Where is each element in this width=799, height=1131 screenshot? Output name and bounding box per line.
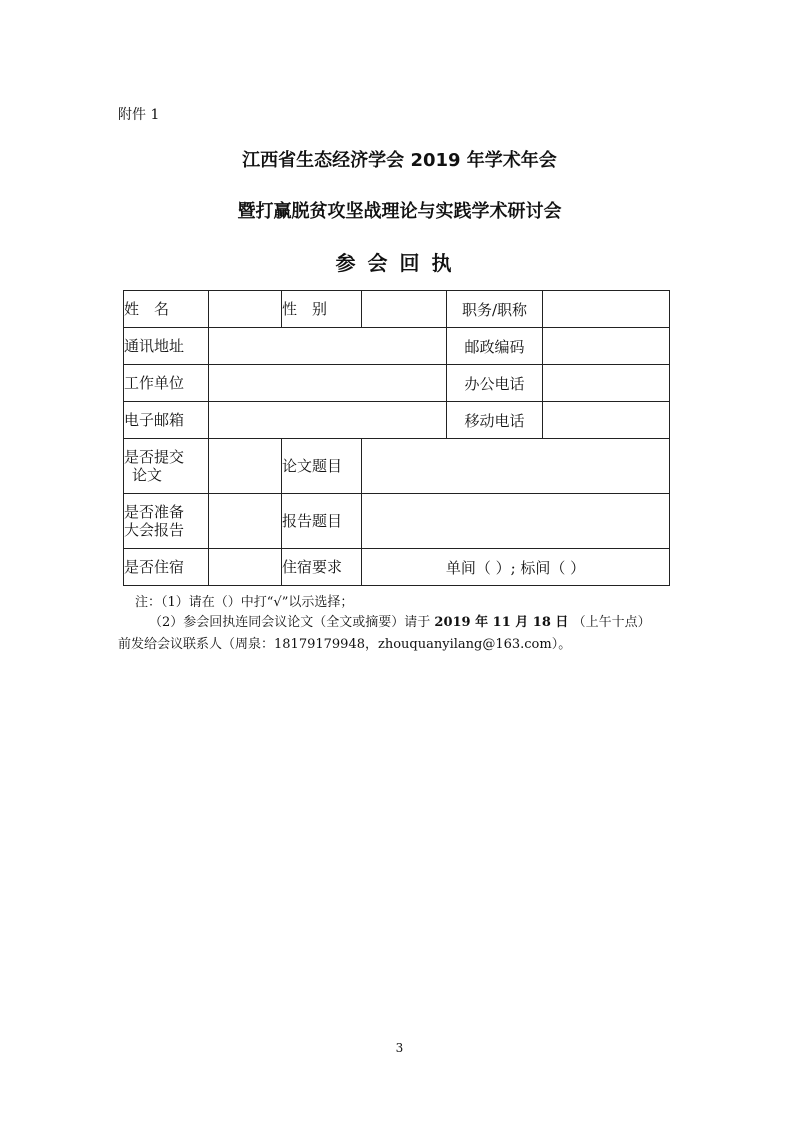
- prepare-report-label-line-1: 是否准备: [124, 503, 185, 521]
- prepare-report-field[interactable]: [209, 494, 282, 549]
- email-label: 电子邮箱: [124, 402, 209, 439]
- office-phone-label: 办公电话: [447, 365, 543, 402]
- title-line-1: 江西省生态经济学会 2019 年学术年会: [242, 150, 557, 171]
- prepare-report-label: [124, 494, 209, 549]
- paper-title-label: 论文题目: [282, 439, 362, 494]
- lodging-field[interactable]: [209, 549, 282, 586]
- address-field[interactable]: [209, 328, 447, 365]
- submit-paper-label-line-2: 论文: [132, 466, 163, 484]
- room-options[interactable]: 单间（ ）; 标间（ ）: [362, 549, 670, 586]
- name-field[interactable]: [209, 291, 282, 328]
- registration-form-table: [123, 290, 670, 586]
- note-2-suffix: （上午十点）: [572, 615, 651, 630]
- postcode-label: 邮政编码: [447, 328, 543, 365]
- work-unit-label: 工作单位: [124, 365, 209, 402]
- gender-label: 性 别: [282, 291, 362, 328]
- note-2-prefix: （2）参会回执连同会议论文（全文或摘要）请于: [149, 615, 431, 630]
- postcode-field[interactable]: [543, 328, 670, 365]
- email-field[interactable]: [209, 402, 447, 439]
- note-2: [149, 611, 651, 630]
- mobile-field[interactable]: [543, 402, 670, 439]
- name-label: 姓 名: [124, 291, 209, 328]
- address-label: 通讯地址: [124, 328, 209, 365]
- lodging-label: 是否住宿: [124, 549, 209, 586]
- paper-title-field[interactable]: [362, 439, 670, 494]
- gender-field[interactable]: [362, 291, 447, 328]
- note-3: 前发给会议联系人（周泉：18179179948，zhouquanyilang@163.com）。: [118, 637, 572, 652]
- prepare-report-label-line-2: 大会报告: [124, 521, 185, 539]
- position-label: 职务/职称: [447, 291, 543, 328]
- attachment-label: 附件 1: [118, 107, 160, 123]
- lodging-requirement-label: 住宿要求: [282, 549, 362, 586]
- submit-paper-label: [124, 439, 209, 494]
- office-phone-field[interactable]: [543, 365, 670, 402]
- mobile-label: 移动电话: [447, 402, 543, 439]
- page-number: 3: [395, 1041, 404, 1055]
- submit-paper-label-line-1: 是否提交: [124, 448, 185, 466]
- report-title-field[interactable]: [362, 494, 670, 549]
- title-line-2: 暨打赢脱贫攻坚战理论与实践学术研讨会: [237, 201, 562, 222]
- note-2-date: 2019 年 11 月 18 日: [434, 615, 569, 630]
- submit-paper-field[interactable]: [209, 439, 282, 494]
- work-unit-field[interactable]: [209, 365, 447, 402]
- position-field[interactable]: [543, 291, 670, 328]
- report-title-label: 报告题目: [282, 494, 362, 549]
- note-1: 注：（1）请在（）中打“√”以示选择；: [135, 595, 354, 610]
- form-title: 参会回执: [335, 251, 464, 275]
